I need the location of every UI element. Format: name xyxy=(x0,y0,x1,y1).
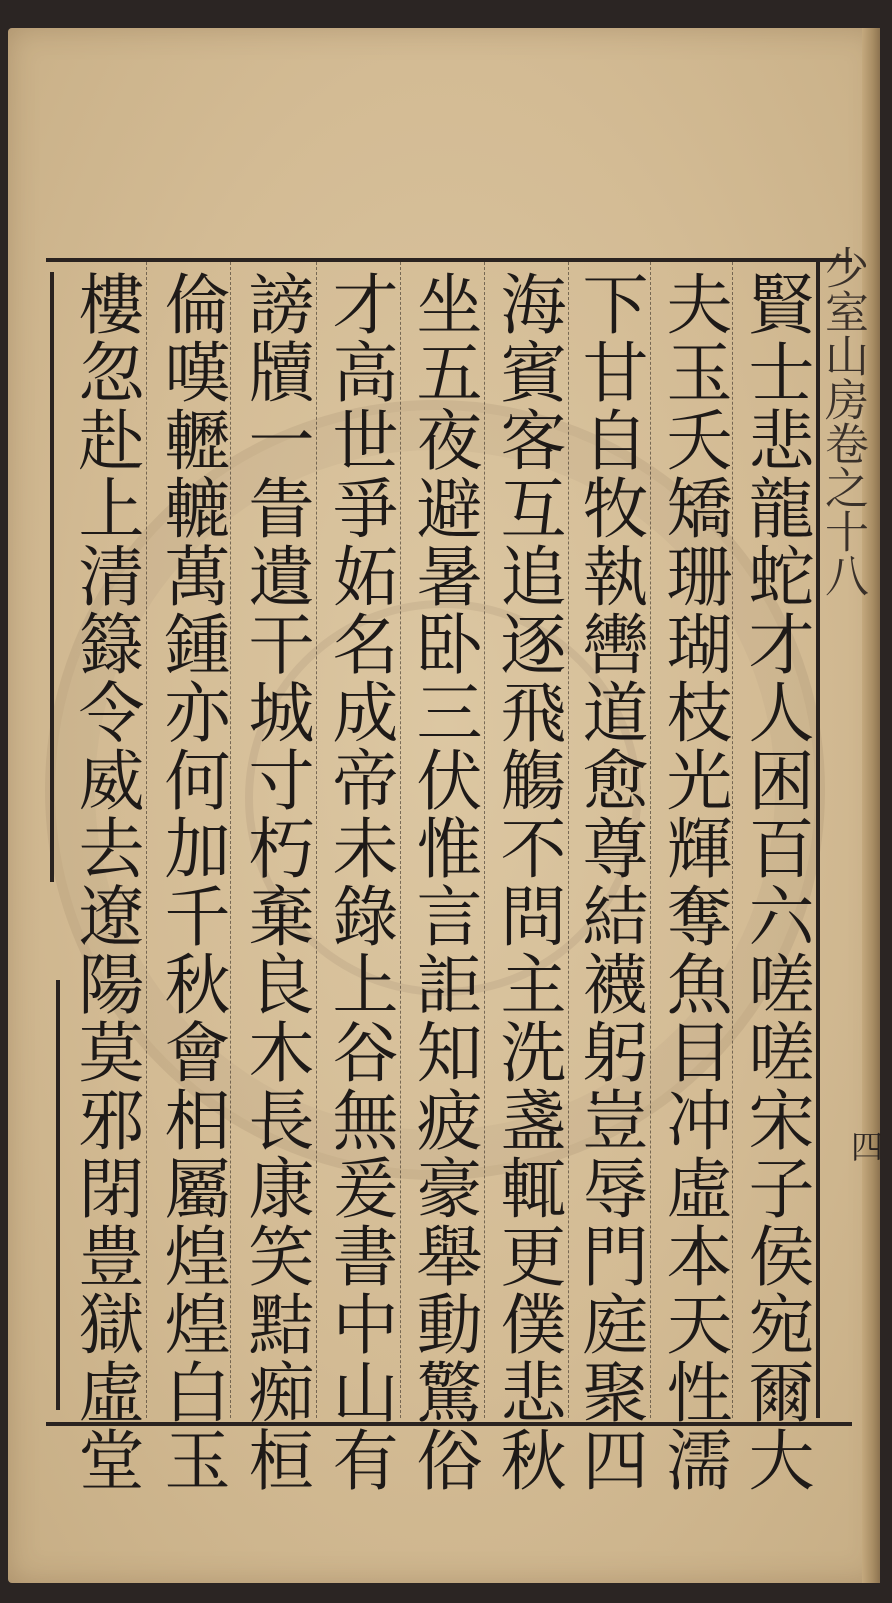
margin-chapter: 卷之十八 xyxy=(817,421,868,597)
text-column-3: 下甘自牧執轡道愈尊結襪躬豈辱門庭聚四 xyxy=(571,270,648,1494)
text-column-2: 夫玉夭矯珊瑚枝光輝奪魚目冲虛本天性濡 xyxy=(655,270,732,1494)
frame-left-rule xyxy=(50,272,54,882)
block-heart-label xyxy=(818,245,866,1425)
text-column-7: 謗牘一眚遺干城寸朽棄良木長康笑黠痴桓 xyxy=(237,270,314,1494)
text-column-5: 坐五夜避暑卧三伏惟言詎知疲豪舉動驚俗 xyxy=(405,270,482,1494)
text-column-6: 才高世爭妬名成帝未錄上谷無爰書中山有 xyxy=(321,270,398,1494)
text-column-1: 賢士悲龍蛇才人困百六嗟嗟宋子侯宛爾大 xyxy=(737,270,814,1494)
text-column-9: 樓忽赴上清籙令威去遼陽莫邪閉豊獄虛堂 xyxy=(67,270,144,1494)
margin-page-number: 四 xyxy=(846,1130,884,1162)
text-column-8: 倫嘆轣轆萬鍾亦何加千秋會相屬煌煌白玉 xyxy=(153,270,230,1494)
text-column-4: 海賓客互追逐飛觴不問主洗盞輒更僕悲秋 xyxy=(489,270,566,1494)
frame-left-rule-lower xyxy=(56,980,60,1410)
margin-title: 少室山房 xyxy=(817,245,868,421)
